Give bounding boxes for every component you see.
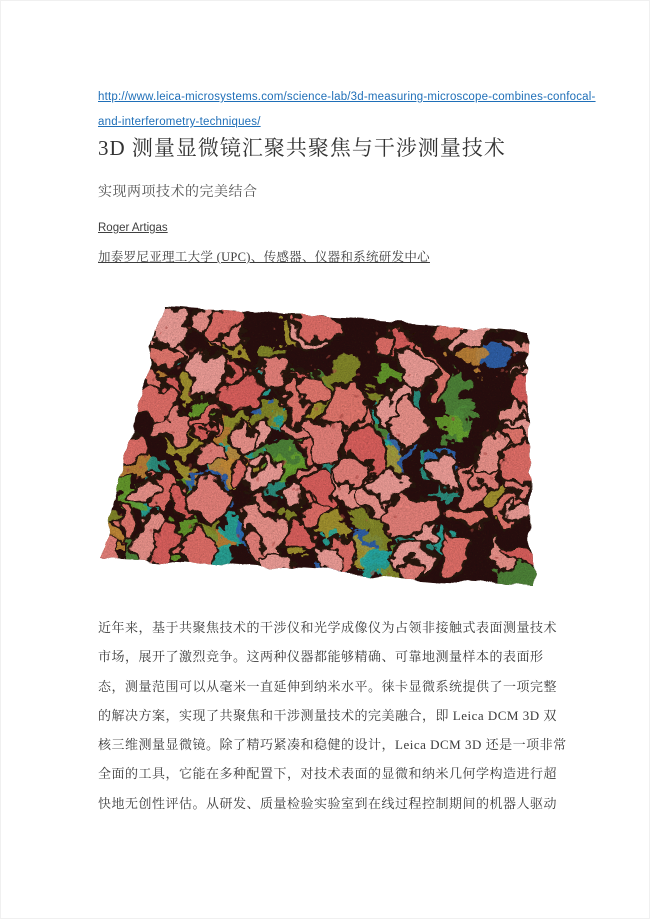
body-line: 核三维测量显微镜。除了精巧紧凑和稳健的设计，Leica DCM 3D 还是一项非常	[98, 737, 567, 753]
body-line: 快地无创性评估。从研发、质量检验实验室到在线过程控制期间的机器人驱动	[98, 795, 558, 811]
topography-figure	[96, 301, 546, 601]
author-name: Roger Artigas	[98, 222, 168, 234]
topography-figure-svg	[96, 301, 546, 601]
body-paragraph	[98, 613, 583, 818]
body-line: 市场，展开了激烈竞争。这两种仪器都能够精确、可靠地测量样本的表面形	[98, 649, 544, 665]
body-line: 近年来，基于共聚焦技术的干涉仪和光学成像仪为占领非接触式表面测量技术	[98, 620, 558, 635]
body-line: 态，测量范围可以从毫米一直延伸到纳米水平。徕卡显微系统提供了一项完整	[98, 678, 558, 694]
article-subtitle: 实现两项技术的完美结合	[98, 185, 258, 200]
author-affiliation: 加泰罗尼亚理工大学 (UPC)、传感器、仪器和系统研发中心	[98, 250, 430, 264]
body-line: 全面的工具，它能在多种配置下，对技术表面的显微和纳米几何学构造进行超	[98, 766, 558, 782]
body-line: 的解决方案，实现了共聚焦和干涉测量技术的完美融合，即 Leica DCM 3D 双	[98, 707, 557, 723]
source-url-link[interactable]	[98, 85, 596, 135]
source-url-line2[interactable]: and-interferometry-techniques/	[98, 116, 261, 128]
source-url-line1[interactable]: http://www.leica-microsystems.com/science-lab/3d-measuring-microscope-combines-confocal-	[98, 91, 596, 103]
article-title: 3D 测量显微镜汇聚共聚焦与干涉测量技术	[98, 136, 506, 160]
